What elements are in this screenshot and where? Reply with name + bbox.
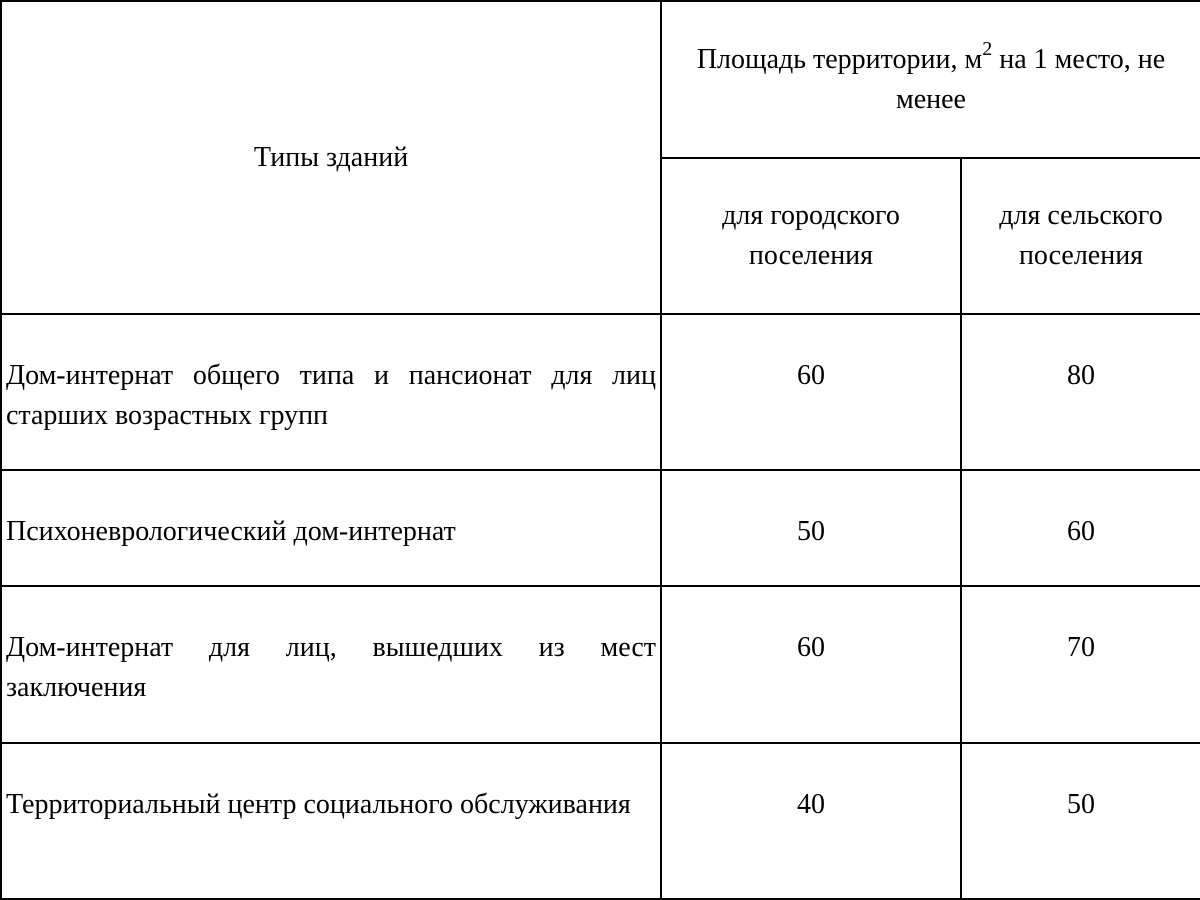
urban-settlement-header bbox=[661, 158, 961, 314]
building-type-name: Психоневрологический дом-интернат bbox=[6, 516, 456, 547]
building-type-name: Дом-интернат для лиц, вышедших из мест заключения bbox=[6, 632, 656, 703]
building-type-cell bbox=[1, 470, 661, 586]
building-types-header-label: Типы зданий bbox=[253, 141, 409, 173]
building-type-cell bbox=[1, 314, 661, 470]
urban-value-cell bbox=[661, 314, 961, 470]
table-row bbox=[1, 743, 1200, 899]
building-type-name: Дом-интернат общего типа и пансионат для лиц старших возрастных групп bbox=[6, 360, 656, 431]
header-row-1 bbox=[1, 1, 1200, 158]
building-types-header bbox=[1, 1, 661, 314]
rural-value: 70 bbox=[1067, 632, 1095, 663]
rural-value-cell bbox=[961, 743, 1200, 899]
area-header bbox=[661, 1, 1200, 158]
urban-value-cell bbox=[661, 470, 961, 586]
area-header-label-pre: Площадь территории, м bbox=[696, 43, 983, 75]
building-type-name: Территориальный центр социального обслуживания bbox=[6, 789, 631, 820]
area-header-unit-exponent: 2 bbox=[982, 38, 993, 61]
urban-settlement-header-label: для городского поселения bbox=[722, 200, 900, 271]
building-type-cell bbox=[1, 586, 661, 743]
table-row bbox=[1, 470, 1200, 586]
urban-value: 50 bbox=[797, 516, 825, 547]
building-type-cell bbox=[1, 743, 661, 899]
rural-settlement-header-label: для сельского поселения bbox=[999, 200, 1163, 271]
urban-value: 60 bbox=[797, 632, 825, 663]
rural-value-cell bbox=[961, 586, 1200, 743]
urban-value-cell bbox=[661, 743, 961, 899]
urban-value: 40 bbox=[797, 789, 825, 820]
table-row bbox=[1, 314, 1200, 470]
rural-value-cell bbox=[961, 470, 1200, 586]
table-row bbox=[1, 586, 1200, 743]
area-header-label-post: на 1 место, не менее bbox=[896, 43, 1166, 115]
urban-value: 60 bbox=[797, 360, 825, 391]
rural-settlement-header bbox=[961, 158, 1200, 314]
rural-value: 80 bbox=[1067, 360, 1095, 391]
rural-value: 50 bbox=[1067, 789, 1095, 820]
rural-value-cell bbox=[961, 314, 1200, 470]
rural-value: 60 bbox=[1067, 516, 1095, 547]
urban-value-cell bbox=[661, 586, 961, 743]
